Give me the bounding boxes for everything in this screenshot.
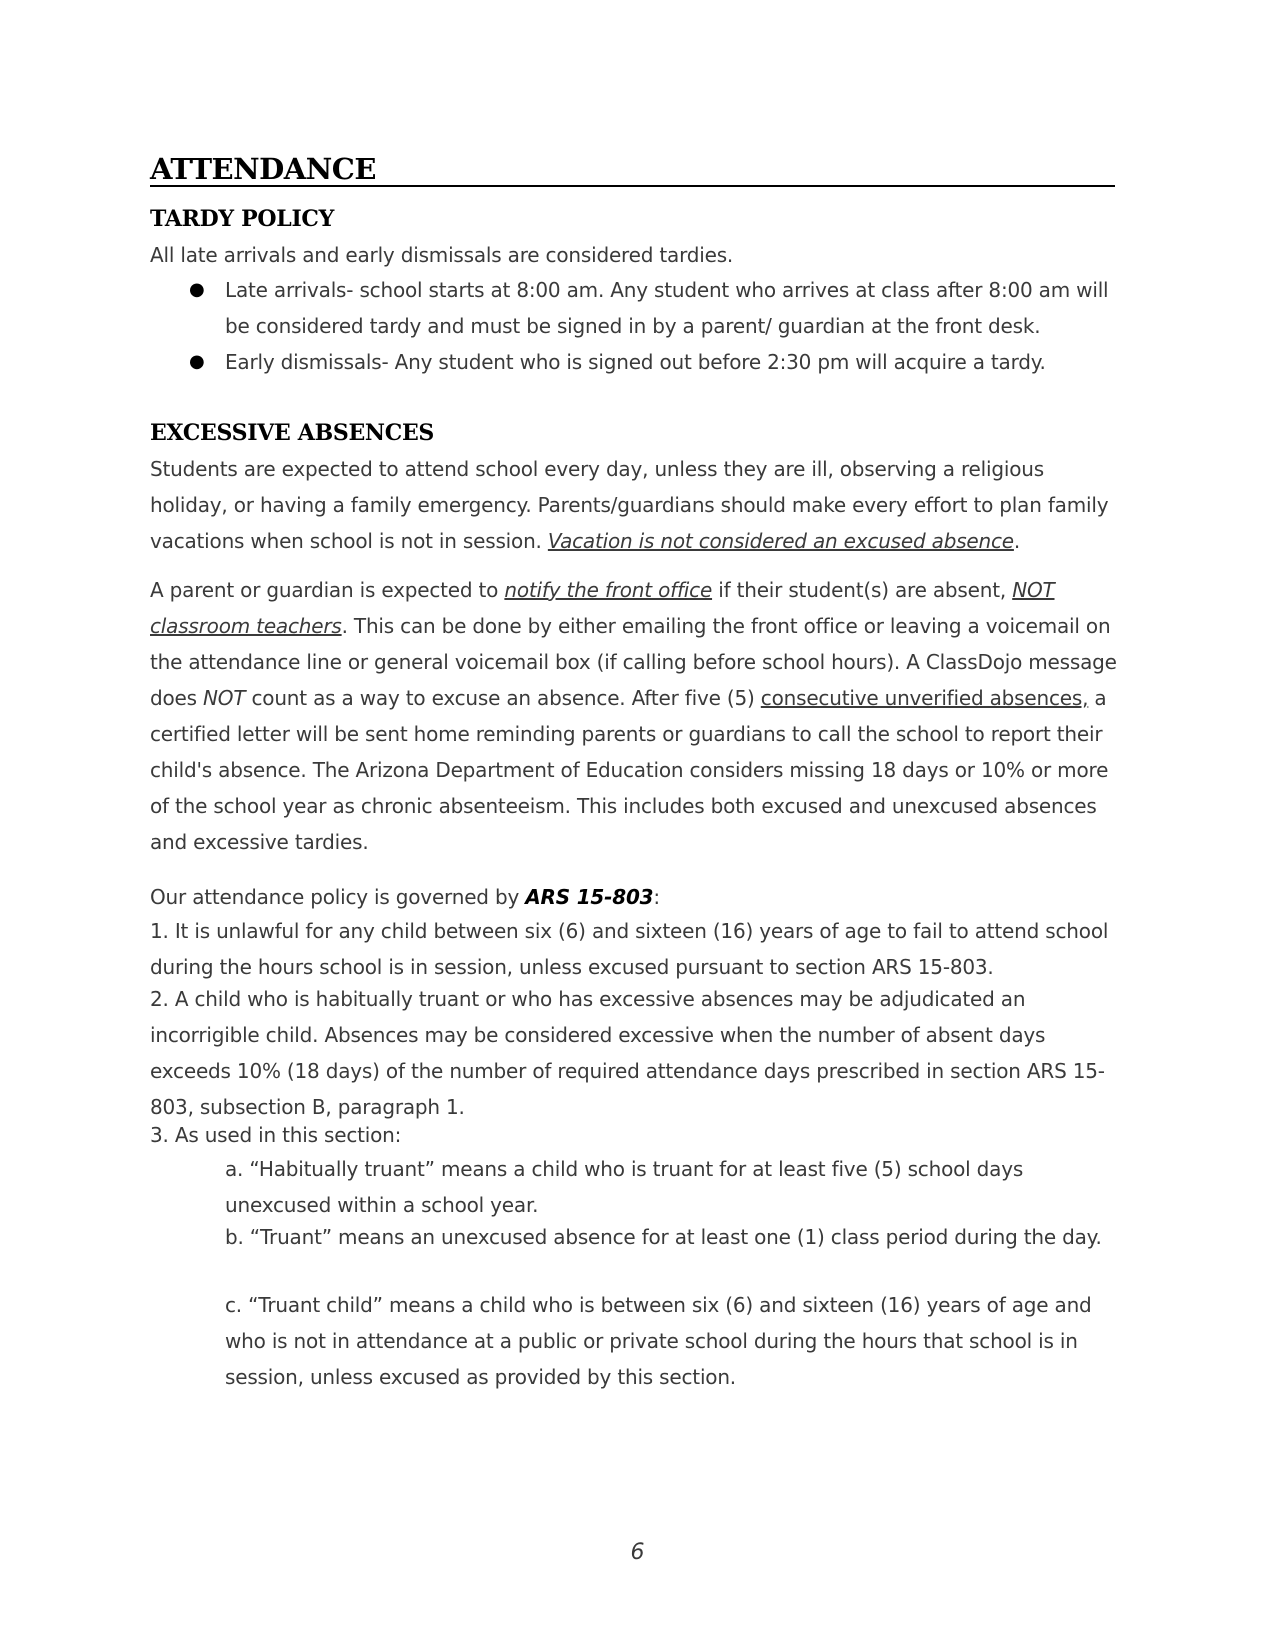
paragraph-text: . [1013, 529, 1021, 553]
vacation-emphasis: Vacation is not considered an excused absence [547, 529, 1014, 553]
not-emphasis: NOT [203, 686, 246, 710]
excessive-absences-heading: EXCESSIVE ABSENCES [150, 420, 435, 446]
paragraph-text: A parent or guardian is expected to [150, 578, 505, 602]
list-item [189, 344, 1125, 380]
consecutive-unverified-emphasis: consecutive unverified absences, [760, 686, 1089, 710]
not-classroom-teachers-emphasis: NOT classroom teachers [150, 578, 1055, 638]
policy-item-1: 1. It is unlawful for any child between six (6) and sixteen (16) years of age to fail to attend school during the hours school is in session, unless excused pursuant to section ARS 15-803. [150, 919, 1109, 979]
policy-intro [150, 879, 1125, 915]
paragraph-text: Students are expected to attend school every day, unless they are ill, observing a religious holiday, or having a family emergency. Parents/guardians should make every effort to plan family vacations when school is not in session. [150, 457, 1109, 553]
policy-sub-a: a. “Habitually truant” means a child who is truant for at least five (5) school days unexcused within a school year. [225, 1157, 1024, 1217]
paragraph-text: . This can be done by either emailing the front office or leaving a voicemail on the attendance line or general voicemail box (if calling before school hours). A ClassDojo message does [150, 614, 1117, 710]
early-dismissals-text: Early dismissals- Any student who is signed out before 2:30 pm will acquire a tardy. [225, 350, 1046, 374]
excessive-paragraph-1 [150, 451, 1125, 559]
tardy-bullet-list [189, 272, 1125, 380]
paragraph-text: a certified letter will be sent home reminding parents or guardians to call the school to report their child's absence. The Arizona Department of Education considers missing 18 days or 10% or more of the school year as chronic absenteeism. This includes both excused and unexcused absences and excessive tardies. [150, 686, 1109, 854]
late-arrivals-text: Late arrivals- school starts at 8:00 am. Any student who arrives at class after 8:00 am will be considered tardy and must be signed in by a parent/ guardian at the front desk. [225, 278, 1109, 338]
notify-front-office-emphasis: notify the front office [504, 578, 713, 602]
page-number: 6 [630, 1540, 645, 1565]
paragraph-text: count as a way to excuse an absence. After five (5) [245, 686, 761, 710]
page-title: ATTENDANCE [150, 152, 376, 186]
tardy-intro: All late arrivals and early dismissals are considered tardies. [150, 243, 734, 267]
paragraph-text: if their student(s) are absent, [712, 578, 1013, 602]
policy-sub-b: b. “Truant” means an unexcused absence for at least one (1) class period during the day. [225, 1225, 1102, 1249]
tardy-policy-heading: TARDY POLICY [150, 206, 335, 232]
policy-sub-c: c. “Truant child” means a child who is between six (6) and sixteen (16) years of age and who is not in attendance at a public or private school during the hours that school is in session, unless excused as provided by this section. [225, 1293, 1092, 1389]
policy-item-2: 2. A child who is habitually truant or who has excessive absences may be adjudicated an incorrigible child. Absences may be considered excessive when the number of absent days exceeds 10% (18 days) of the number of required attendance days prescribed in section ARS 15-803, subsection B, paragraph 1. [150, 987, 1105, 1119]
document-page [150, 0, 1120, 1651]
excessive-paragraph-2 [150, 572, 1125, 860]
bullet-icon: ● [189, 279, 205, 300]
paragraph-text: Our attendance policy is governed by [150, 885, 526, 909]
ars-reference: ARS 15-803 [525, 885, 654, 909]
title-underline [150, 185, 1115, 187]
policy-item-3: 3. As used in this section: [150, 1123, 402, 1147]
paragraph-text: : [653, 885, 660, 909]
list-item [189, 272, 1125, 344]
bullet-icon: ● [189, 351, 205, 372]
